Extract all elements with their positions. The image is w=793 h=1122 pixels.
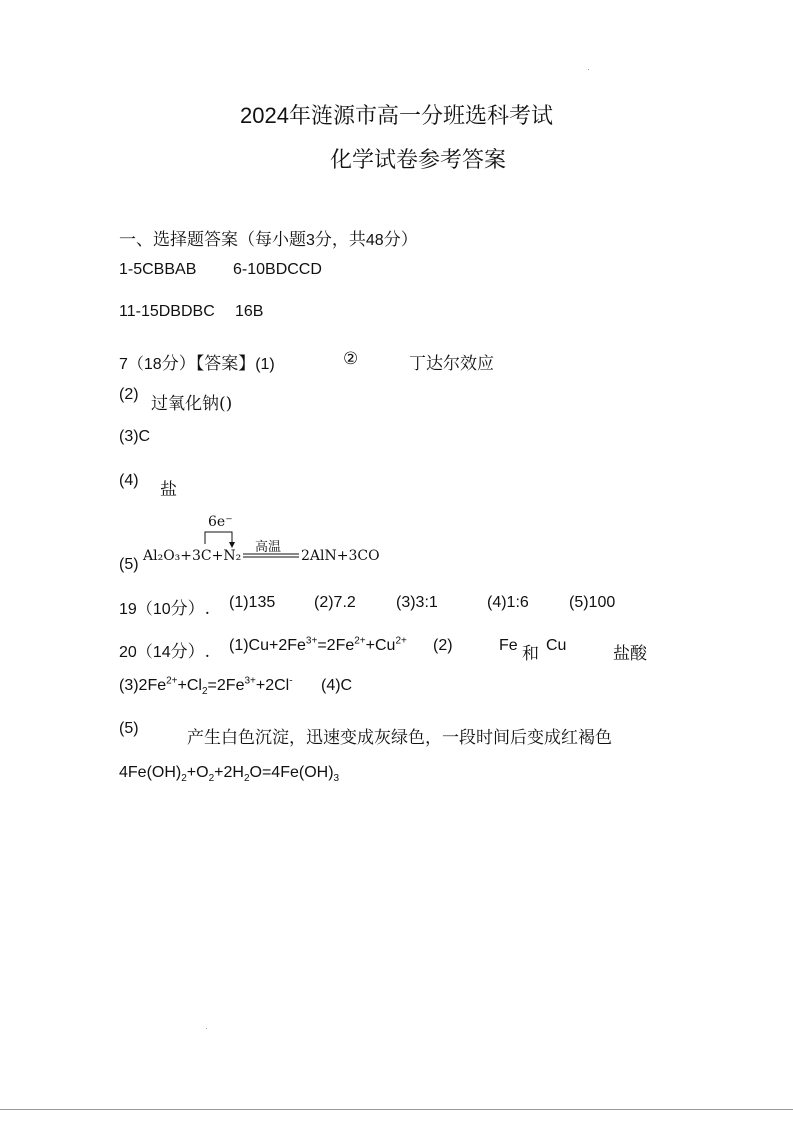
equation-products: 2AlN+3CO bbox=[301, 548, 380, 564]
eq-sub: 2 bbox=[181, 773, 187, 785]
equation-reactants: Al₂O₃+3C+N₂ bbox=[143, 548, 242, 564]
eq-sub: 3 bbox=[333, 773, 340, 785]
q19-num: 19（ bbox=[119, 601, 153, 618]
eq-part: +Cl bbox=[177, 677, 202, 694]
q20-part5-answer: 产生白色沉淀，迅速变成灰绿色，一段时间后变成红褐色 bbox=[187, 728, 612, 748]
eq-part: +O bbox=[186, 764, 209, 781]
eq-sup: 2+ bbox=[354, 635, 366, 647]
q20-part5: (5) bbox=[119, 720, 139, 737]
q20-part2-and: 和 bbox=[522, 644, 539, 664]
eq-part: 4Fe(OH) bbox=[119, 764, 182, 781]
heading-points: 3 bbox=[306, 232, 315, 249]
q20-answer-4: (4)C bbox=[321, 677, 353, 694]
answers-16: 16B bbox=[235, 303, 264, 320]
eq-sup: - bbox=[289, 675, 293, 687]
q20-part2: (2) bbox=[433, 637, 453, 654]
heading-part: 一、选择题答案（每小题 bbox=[119, 230, 306, 250]
q17-suffix: 分）【答案】 bbox=[161, 354, 256, 374]
answers-6-10: 6-10BDCCD bbox=[233, 261, 322, 278]
q17-num: 7（ bbox=[119, 356, 144, 373]
q20-num: 20（ bbox=[119, 644, 153, 661]
q17-part5: (5) bbox=[119, 556, 139, 573]
eq-sub: 2 bbox=[208, 773, 215, 785]
q17-header bbox=[119, 349, 275, 374]
q19-answer-3: (3)3:1 bbox=[396, 594, 438, 611]
reaction-condition: 高温 bbox=[255, 540, 282, 555]
eq-part: =2Fe bbox=[207, 677, 245, 694]
eq-sub: 2 bbox=[201, 686, 208, 698]
q20-part2-acid: 盐酸 bbox=[613, 644, 647, 664]
title-text: 年涟源市高一分班选科考试 bbox=[288, 104, 553, 129]
q20-answer-3 bbox=[119, 675, 293, 698]
heading-part: 分，共 bbox=[314, 230, 366, 250]
page-title-line1 bbox=[240, 99, 553, 130]
section1-heading bbox=[119, 225, 418, 250]
q20-part2-cu: Cu bbox=[546, 637, 567, 654]
eq-part: +2Cl bbox=[255, 677, 290, 694]
scan-speck bbox=[588, 69, 589, 70]
q17-part4: (4) bbox=[119, 472, 139, 489]
q19-suffix: 分）. bbox=[170, 599, 211, 619]
eq-part: +Cu bbox=[365, 637, 396, 654]
q19-answer-2: (2)7.2 bbox=[314, 594, 356, 611]
heading-total: 48 bbox=[365, 232, 384, 249]
q20-answer-1 bbox=[229, 637, 407, 655]
q17-part1-answer-b: 丁达尔效应 bbox=[409, 354, 494, 374]
q17-part4-answer: 盐 bbox=[160, 480, 177, 500]
page-title-line2: 化学试卷参考答案 bbox=[330, 148, 507, 173]
q20-part2-fe: Fe bbox=[499, 637, 518, 654]
q19-answer-4: (4)1:6 bbox=[487, 594, 529, 611]
eq-sub: 2 bbox=[243, 773, 250, 785]
q19-points: 10 bbox=[152, 601, 171, 618]
q20-suffix: 分）. bbox=[170, 642, 211, 662]
eq-sup: 2+ bbox=[166, 675, 178, 687]
q19-header bbox=[119, 594, 210, 619]
heading-part: 分） bbox=[383, 230, 418, 250]
q19-answer-1: (1)135 bbox=[229, 594, 276, 611]
answers-1-5: 1-5CBBAB bbox=[119, 261, 197, 278]
electron-count: 6e⁻ bbox=[208, 514, 233, 530]
eq-part: (1)Cu+2Fe bbox=[229, 637, 306, 654]
page-bottom-rule bbox=[0, 1109, 793, 1110]
title-year: 2024 bbox=[240, 103, 289, 128]
q17-part1: (1) bbox=[255, 356, 275, 373]
eq-part: =2Fe bbox=[317, 637, 355, 654]
q19-answer-5: (5)100 bbox=[569, 594, 616, 611]
q17-part2-answer: 过氧化钠() bbox=[151, 394, 233, 414]
q17-points: 18 bbox=[143, 356, 162, 373]
q20-header bbox=[119, 637, 210, 662]
eq-part: (3)2Fe bbox=[119, 677, 167, 694]
eq-sup: 2+ bbox=[395, 635, 407, 647]
q20-equation bbox=[119, 764, 340, 785]
answers-11-15: 11-15DBDBC bbox=[119, 303, 215, 320]
q17-part1-answer-a: ② bbox=[343, 349, 359, 369]
reaction-equation bbox=[143, 514, 393, 574]
eq-sup: 3+ bbox=[244, 675, 256, 687]
q20-points: 14 bbox=[152, 644, 171, 661]
q17-part2: (2) bbox=[119, 386, 139, 403]
q17-part3: (3)C bbox=[119, 428, 151, 445]
scan-speck bbox=[206, 1028, 207, 1029]
eq-part: +2H bbox=[214, 764, 244, 781]
eq-sup: 3+ bbox=[305, 635, 318, 647]
eq-part: O=4Fe(OH) bbox=[249, 764, 334, 781]
